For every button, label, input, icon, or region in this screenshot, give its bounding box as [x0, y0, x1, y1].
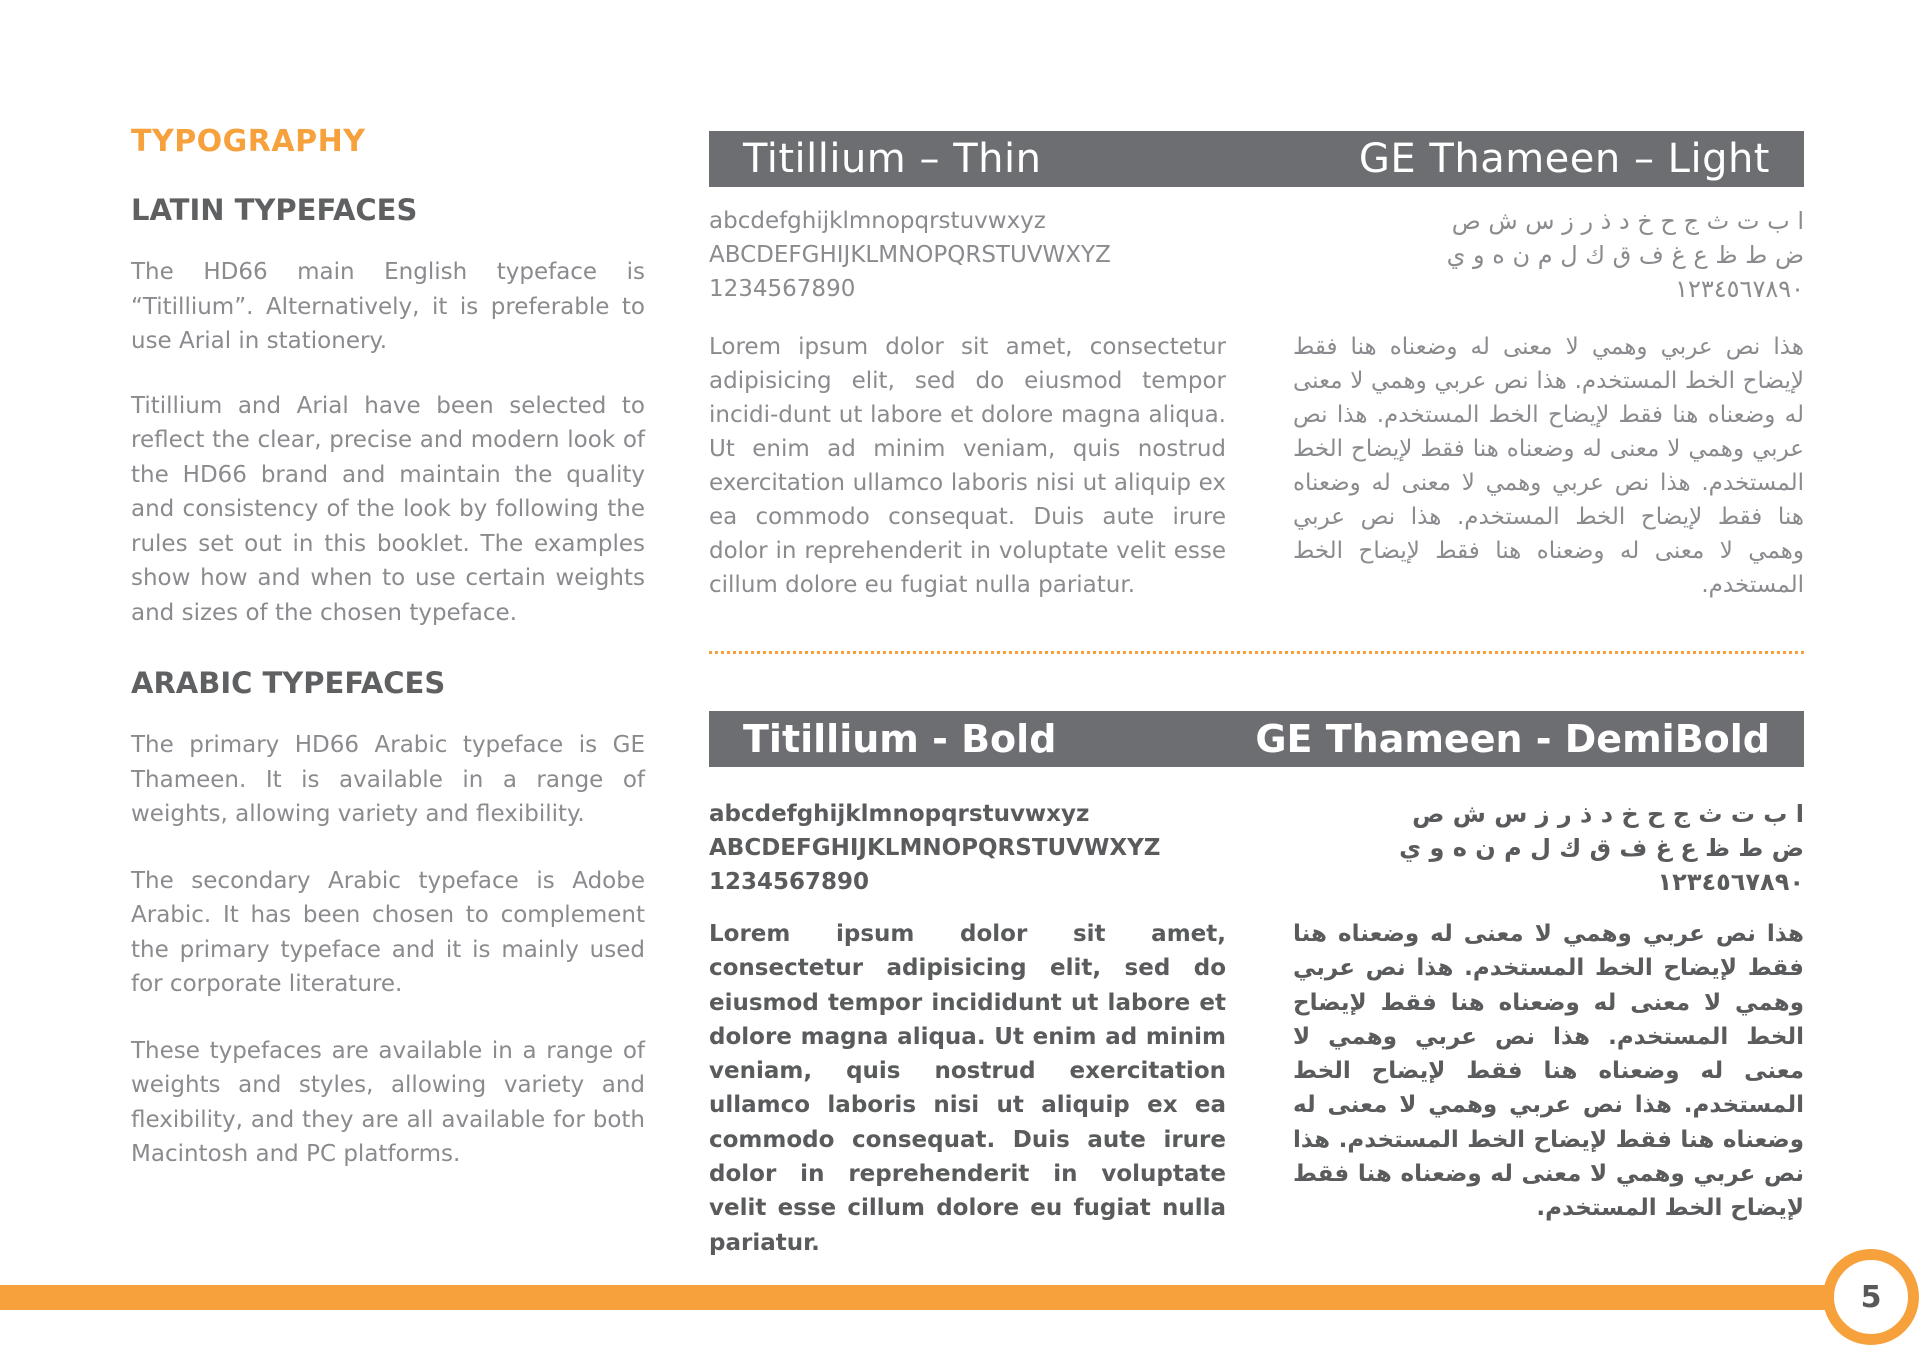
bold-lowercase-alphabet: abcdefghijklmnopqrstuvwxyz [709, 801, 1090, 827]
thin-latin-sample-text: Lorem ipsum dolor sit amet, consectetur adipisicing elit, sed do eiusmod tempor incidi-dunt ut labore et dolore magna aliqua. Ut enim ad minim veniam, quis nostrud exercitation ullamco laboris nisi ut aliquip ex ea commodo consequat. Duis aute irure dolor in reprehenderit in voluptate velit esse cillum dolore eu fugiat nulla pariatur. [709, 334, 1226, 598]
bold-latin-specimen [709, 797, 1226, 1260]
section-title: TYPOGRAPHY [131, 124, 366, 159]
titillium-bold-label: Titillium - Bold [743, 717, 1057, 761]
thin-arabic-digits: ١٢٣٤٥٦٧٨٩٠ [1675, 275, 1804, 303]
arabic-secondary-paragraph: The secondary Arabic typeface is Adobe Arabic. It has been chosen to complement the primary typeface and it is mainly used for corporate literature. [131, 867, 645, 997]
footer-accent-bar [0, 1285, 1840, 1310]
dotted-divider [709, 651, 1804, 654]
thin-arabic-letters-line1: ا ب ت ث ج ح خ د ذ ر ز س ش ص [1451, 207, 1804, 235]
thin-arabic-specimen [1293, 204, 1804, 602]
latin-intro-paragraph: The HD66 main English typeface is “Titillium”. Alternatively, it is preferable to use Arial in stationery. [131, 259, 645, 354]
thin-uppercase-alphabet: ABCDEFGHIJKLMNOPQRSTUVWXYZ [709, 242, 1111, 268]
bold-digits: 1234567890 [709, 869, 870, 895]
thin-arabic-letters-line2: ض ط ظ ع غ ف ق ك ل م ن ه و ي [1446, 241, 1804, 269]
thin-digits: 1234567890 [709, 276, 856, 302]
bold-weight-header-bar [709, 711, 1804, 767]
thin-arabic-sample-text: هذا نص عربي وهمي لا معنى له وضعناه هنا فقط لإيضاح الخط المستخدم. هذا نص عربي وهمي لا معنى له وضعناه هنا فقط لإيضاح الخط المستخدم. هذا نص عربي وهمي لا معنى له وضعناه هنا فقط لإيضاح الخط المستخدم. هذا نص عربي وهمي لا معنى له وضعناه هنا فقط لإيضاح الخط المستخدم. هذا نص عربي وهمي لا معنى له وضعناه هنا فقط لإيضاح الخط المستخدم. [1293, 334, 1804, 598]
page-number: 5 [1860, 1279, 1882, 1315]
bold-latin-sample-text: Lorem ipsum dolor sit amet, consectetur adipisicing elit, sed do eiusmod tempor incididunt ut labore et dolore magna aliqua. Ut enim ad minim veniam, quis nostrud exercitation ullamco laboris nisi ut aliquip ex ea commodo consequat. Duis aute irure dolor in reprehenderit in voluptate velit esse cillum dolore eu fugiat nulla pariatur. [709, 921, 1226, 1256]
thin-latin-specimen [709, 204, 1226, 602]
latin-typefaces-heading: LATIN TYPEFACES [131, 193, 418, 227]
left-column [131, 124, 645, 1172]
arabic-primary-paragraph: The primary HD66 Arabic typeface is GE Thameen. It is available in a range of weights, allowing variety and flexibility. [131, 732, 645, 827]
titillium-thin-label: Titillium – Thin [743, 136, 1042, 182]
bold-arabic-sample-text: هذا نص عربي وهمي لا معنى له وضعناه هنا فقط لإيضاح الخط المستخدم. هذا نص عربي وهمي لا معنى له وضعناه هنا فقط لإيضاح الخط المستخدم. هذا نص عربي وهمي لا معنى له وضعناه هنا فقط لإيضاح الخط المستخدم. هذا نص عربي وهمي لا معنى له وضعناه هنا فقط لإيضاح الخط المستخدم. هذا نص عربي وهمي لا معنى له وضعناه هنا فقط لإيضاح الخط المستخدم. [1293, 921, 1804, 1222]
arabic-availability-paragraph: These typefaces are available in a range of weights and styles, allowing variety and flexibility, and they are all available for both Macintosh and PC platforms. [131, 1037, 645, 1167]
bold-arabic-letters-line2: ض ط ظ ع غ ف ق ك ل م ن ه و ي [1399, 834, 1804, 862]
page-number-badge [1823, 1249, 1919, 1345]
bold-arabic-specimen [1293, 797, 1804, 1226]
thin-weight-header-bar [709, 131, 1804, 187]
thameen-demibold-label: GE Thameen - DemiBold [1255, 717, 1770, 761]
bold-arabic-digits: ١٢٣٤٥٦٧٨٩٠ [1657, 868, 1804, 896]
latin-selection-paragraph: Titillium and Arial have been selected to reflect the clear, precise and modern look of the HD66 brand and maintain the quality and consistency of the look by following the rules set out in this booklet. The examples show how and when to use certain weights and sizes of the chosen typeface. [131, 392, 645, 626]
arabic-typefaces-heading: ARABIC TYPEFACES [131, 666, 446, 700]
thameen-light-label: GE Thameen – Light [1358, 136, 1770, 182]
thin-lowercase-alphabet: abcdefghijklmnopqrstuvwxyz [709, 208, 1046, 234]
bold-uppercase-alphabet: ABCDEFGHIJKLMNOPQRSTUVWXYZ [709, 835, 1161, 861]
bold-arabic-letters-line1: ا ب ت ث ج ح خ د ذ ر ز س ش ص [1412, 800, 1804, 828]
